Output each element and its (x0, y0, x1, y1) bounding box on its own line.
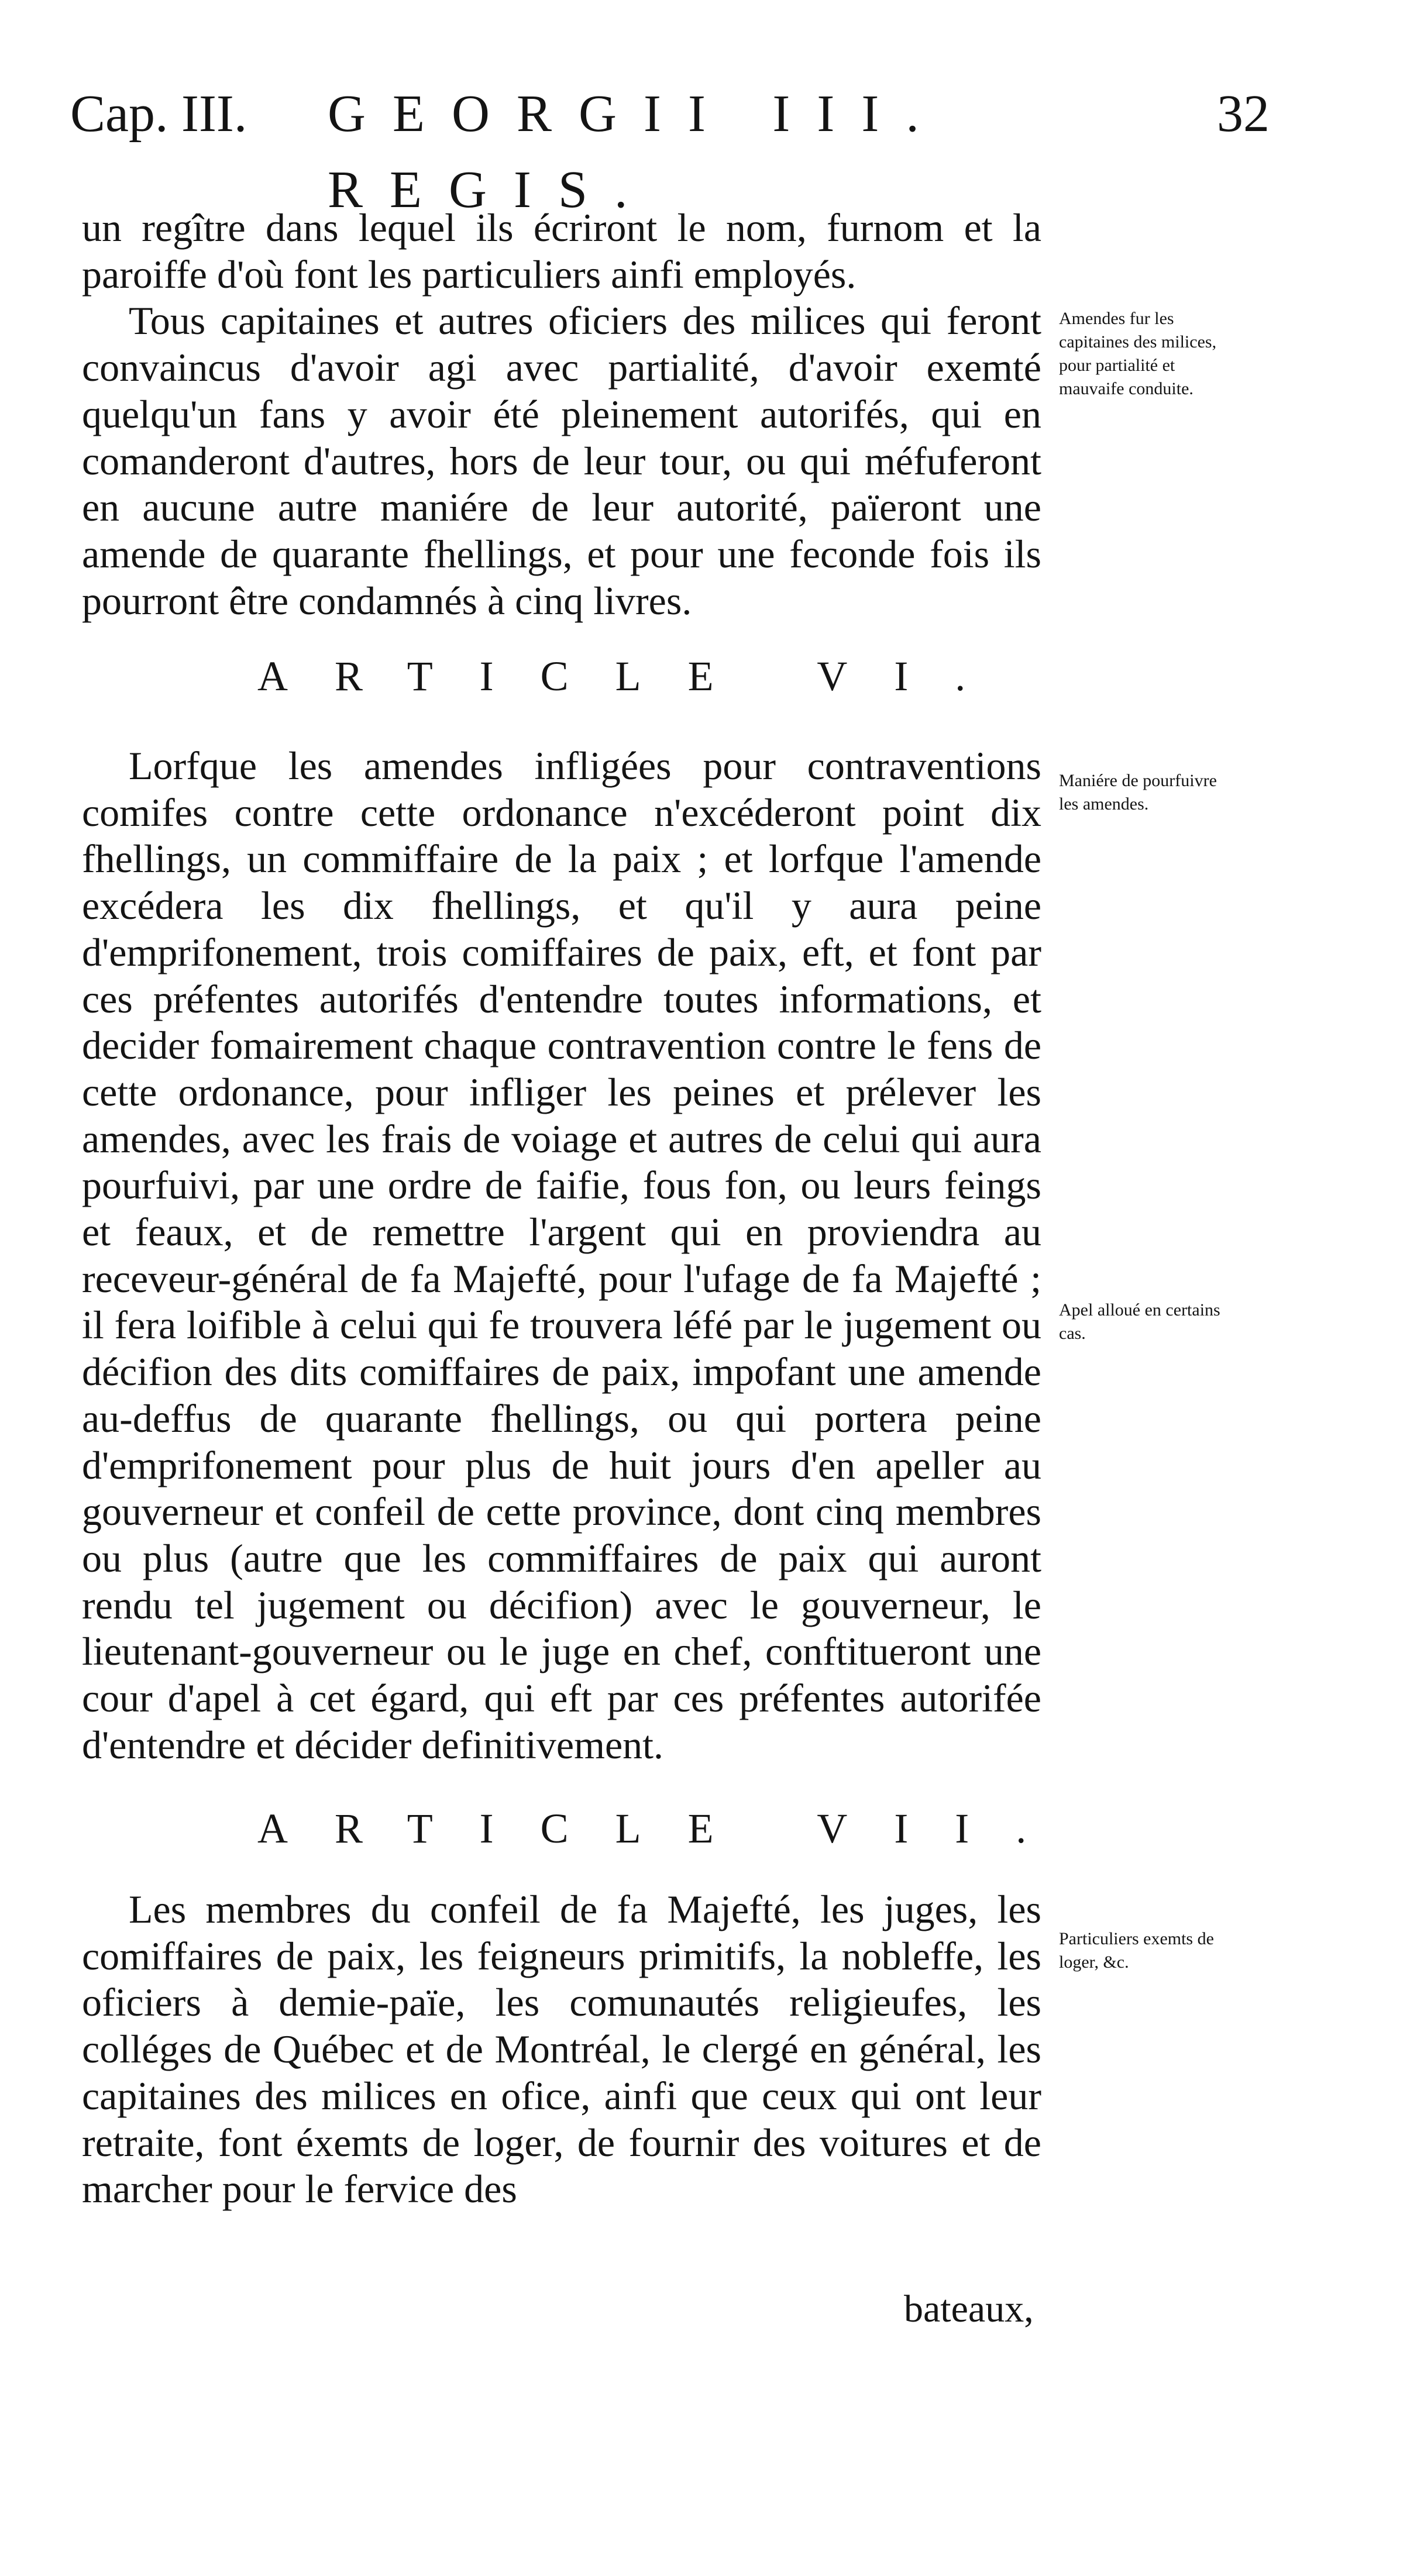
article-vi-text (82, 743, 1041, 1768)
opening-text (82, 205, 1041, 624)
margin-note-fines: Amendes fur les capitaines des milices, pour partialité et mauvaife conduite. (1059, 309, 1217, 398)
chapter-label: Cap. III. (70, 85, 247, 143)
paragraph-fines-officers: Tous capitaines et autres oficiers des milices qui feront convaincus d'avoir agi avec partialité, d'avoir exemté quelqu'un fans y avoir été pleinement autorifés, qui en comanderont d'autres, hors de leur tour, ou qui méfuferont en aucune autre maniére de leur autorité, païeront une amende de quarante fhellings, et pour une feconde fois ils pourront être condamnés à cinq livres. (82, 298, 1041, 623)
article-vi-paragraph: Lorfque les amendes infligées pour contraventions comifes contre cette ordonance n'excéderont point dix fhellings, un commiffaire de la paix ; et lorfque l'amende excédera les dix fhellings, et qu'il y aura peine d'emprifonement, trois comiffaires de paix, eft, et font par ces préfentes autorifés d'entendre toutes informations, et decider fomairement chaque contravention contre le fens de cette ordonance, pour infliger les peines et prélever les amendes, avec les frais de voiage et autres de celui qui aura pourfuivi, par une ordre de faifie, fous fon, ou leurs feings et feaux, et de remettre l'argent qui en proviendra au receveur-général de fa Majefté, pour l'ufage de fa Majefté ; il fera loifible à celui qui fe trouvera léfé par le jugement ou décifion des dits comiffaires de paix, impofant une amende au-deffus de quarante fhellings, ou qui portera peine d'emprifonement pour plus de huit jours d'en apeller au gouverneur et confeil de cette province, dont cinq membres ou plus (autre que les commiffaires de paix qui auront rendu tel jugement ou décifion) avec le gouverneur, le lieutenant-gouverneur ou le juge en chef, conftitueront une cour d'apel à cet égard, qui eft par ces préfentes autorifée d'entendre et décider definitivement. (82, 743, 1041, 1767)
running-title: GEORGII III. REGIS. (328, 85, 946, 219)
article-vii-text (82, 1886, 1041, 2213)
margin-note-appeal: Apel alloué en certains cas. (1059, 1300, 1220, 1343)
running-header (70, 76, 1270, 219)
margin-note-exemptions: Particuliers exemts de loger, &c. (1059, 1929, 1214, 1972)
article-vii-paragraph: Les membres du confeil de fa Majefté, les juges, les comiffaires de paix, les feigneurs primitifs, la nobleffe, les oficiers à demie-païe, les comunautés religieufes, les colléges de Québec et de Montréal, le clergé en général, les capitaines des milices en ofice, ainfi que ceux qui ont leur retraite, font éxemts de loger, de fournir des voitures et de marcher pour le fervice des (82, 1887, 1041, 2212)
article-vi-heading: ARTICLE VI. (257, 653, 1013, 700)
margin-note-prosecution: Maniére de pourfuivre les amendes. (1059, 771, 1217, 814)
catchword: bateaux, (904, 2288, 1034, 2330)
article-vii-heading: ARTICLE VII. (257, 1805, 1074, 1852)
paragraph-continuation: un regître dans lequel ils écriront le nom, furnom et la paroiffe d'où font les particuliers ainfi employés. (82, 205, 1041, 297)
page-number: 32 (1217, 85, 1270, 143)
